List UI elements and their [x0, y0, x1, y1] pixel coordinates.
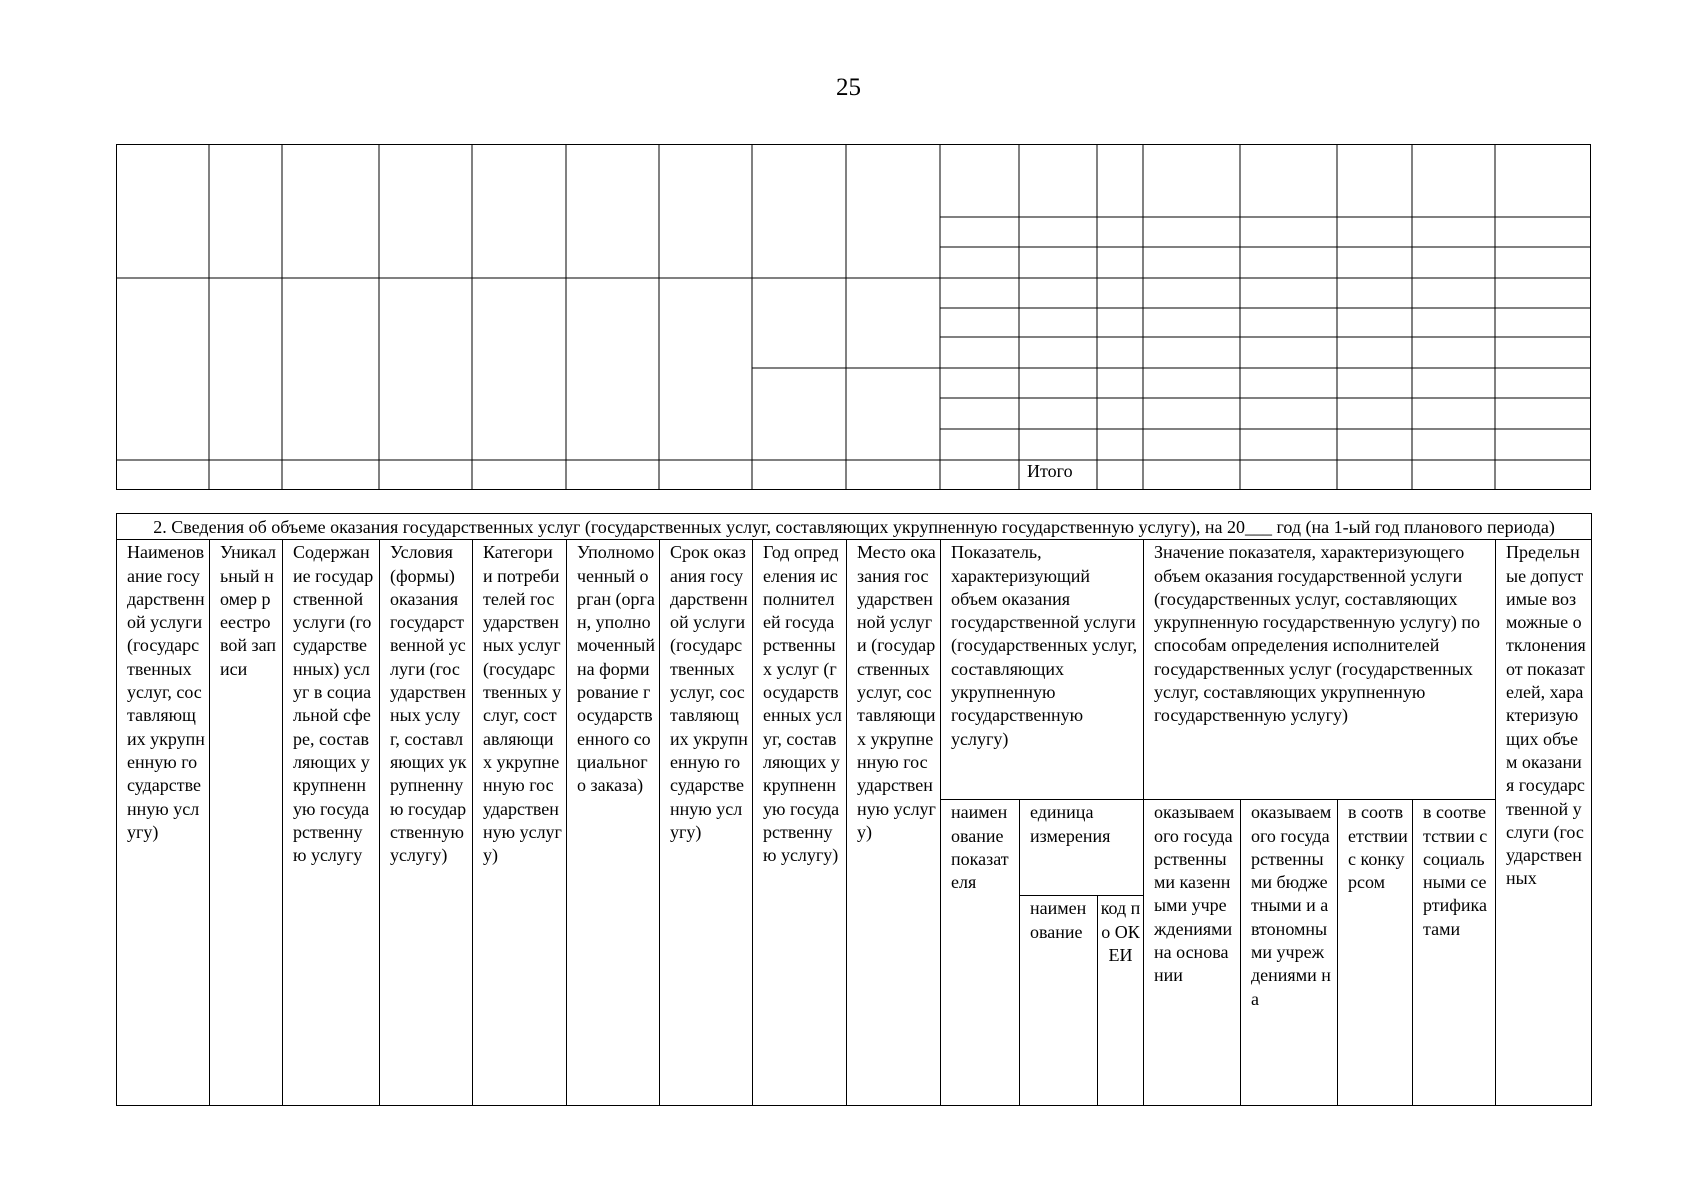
col-value-certificates: в соответствии с социальными сертификатами: [1413, 800, 1496, 1106]
col-term: Срок оказания государственной услуги (государственных услуг, составляющих укрупненную государственную услугу): [660, 540, 753, 1106]
page-number: 25: [836, 74, 861, 101]
col-indicator-group: Показатель, характеризующий объем оказания государственной услуги (государственных услуг, составляющих укрупненную государственную услугу): [941, 540, 1144, 800]
col-unit-name: наименование: [1020, 896, 1098, 1106]
col-value-budget: оказываемого государственными бюджетными и автономными учреждениями на: [1241, 800, 1338, 1106]
col-value-state: оказываемого государственными казенными учреждениями на основании: [1144, 800, 1241, 1106]
col-category: Категории потребителей государственных услуг (государственных услуг, составляющих укрупненную государственную услугу): [473, 540, 567, 1106]
table-continuation: [116, 144, 1591, 490]
section-title: 2. Сведения об объеме оказания государственных услуг (государственных услуг, составляющих укрупненную государственную услугу), на 20___ год (на 1-ый год планового периода): [117, 514, 1592, 540]
col-conditions: Условия (формы) оказания государственной услуги (государственных услуг, составляющих укрупненную государственную услугу): [380, 540, 473, 1106]
table-grid-lines: [116, 144, 1591, 490]
col-registry: Уникальный номер реестровой записи: [210, 540, 283, 1106]
col-unit-group: единица измерения: [1020, 800, 1144, 896]
col-value-contest: в соответствии с конкурсом: [1338, 800, 1413, 1106]
total-label: Итого: [1027, 461, 1073, 481]
col-indicator-name: наименование показателя: [941, 800, 1020, 1106]
col-unit-code: код по ОКЕИ: [1098, 896, 1144, 1106]
col-deviation: Предельные допустимые возможные отклонения от показателей, характеризующих объем оказания государственной услуги (государственных: [1496, 540, 1592, 1106]
col-value-group: Значение показателя, характеризующего объем оказания государственной услуги (государственных услуг, составляющих укрупненную государственную услугу) по способам определения исполнителей государственных услуг (государственных услуг, составляющих укрупненную государственную услугу): [1144, 540, 1496, 800]
col-authority: Уполномоченный орган (орган, уполномоченный на формирование государственного социального заказа): [567, 540, 660, 1106]
col-year: Год определения исполнителей государственных услуг (государственных услуг, составляющих укрупненную государственную услугу): [753, 540, 847, 1106]
volume-table: [116, 513, 1592, 1106]
col-place: Место оказания государственной услуги (государственных услуг, составляющих укрупненную государственную услугу): [847, 540, 941, 1106]
col-name: Наименование государственной услуги (государственных услуг, составляющих укрупненную государственную услугу): [117, 540, 210, 1106]
col-content: Содержание государственной услуги (государственных) услуг в социальной сфере, составляющих укрупненную государственную услугу: [283, 540, 380, 1106]
